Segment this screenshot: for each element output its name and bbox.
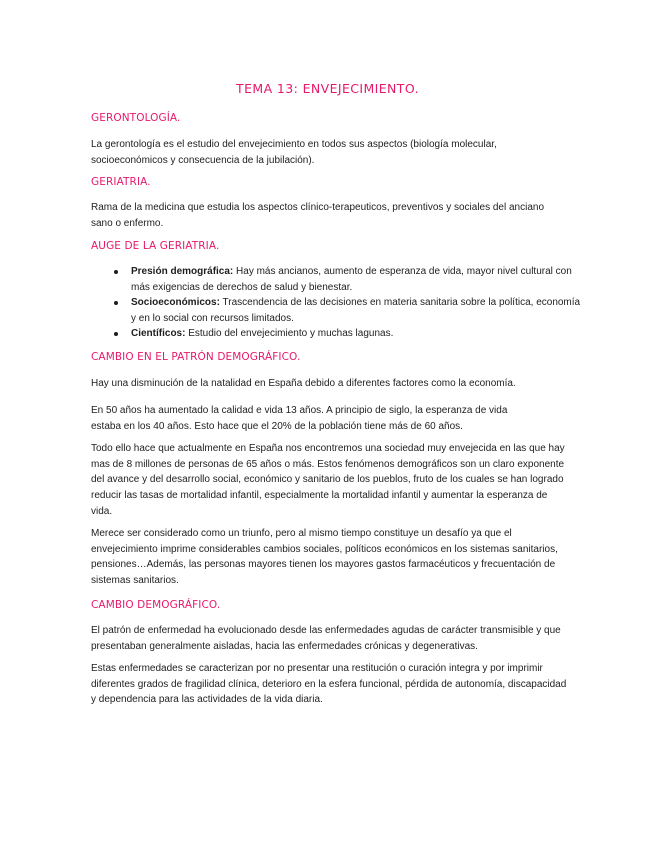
list-item-text: Hay más ancianos, aumento de esperanza de vida, mayor nivel cultural con más exigencias de derechos de salud y bienestar. [131,266,572,293]
list-item-term: Presión demográfica: [131,266,234,277]
heading-patron-demografico: CAMBIO EN EL PATRÓN DEMOGRÁFICO. [91,351,301,363]
paragraph-patron-1: Hay una disminución de la natalidad en España debido a diferentes factores como la economía. [91,378,516,389]
heading-geriatria: GERIATRIA. [91,176,151,188]
list-item-text: Trascendencia de las decisiones en materia sanitaria sobre la política, economía y en lo social con recursos limitados. [131,297,581,324]
list-item [91,295,581,326]
auge-bullet-list [91,264,581,342]
heading-auge: AUGE DE LA GERIATRIA. [91,240,220,252]
page-title: TEMA 13: ENVEJECIMIENTO. [236,81,419,96]
list-item-text: Estudio del envejecimiento y muchas lagunas. [185,328,394,339]
list-item [91,264,581,295]
paragraph-demografico-1: El patrón de enfermedad ha evolucionado desde las enfermedades agudas de carácter transmisible y que presentaban generalmente aisladas, hacia las enfermedades crónicas y degenerativas. [91,625,561,652]
bullet-icon [114,301,118,305]
list-item-term: Científicos: [131,328,186,339]
paragraph-geriatria: Rama de la medicina que estudia los aspectos clínico-terapeuticos, preventivos y sociales del anciano sano o enfermo. [91,202,545,229]
heading-cambio-demografico: CAMBIO DEMOGRÁFICO. [91,599,221,611]
bullet-icon [114,332,118,336]
paragraph-patron-3: Todo ello hace que actualmente en España nos encontremos una sociedad muy envejecida en las que hay mas de 8 millones de personas de 65 años o más. Estos fenómenos demográficos son un claro exponente del avance y del desarrollo social, económico y sanitario de los pueblos, fruto de los cuales se han logrado reducir las tasas de mortalidad infantil, especialmente la mortalidad infantil y aumentar la esperanza de vida. [91,443,565,517]
list-item [91,326,581,342]
bullet-icon [114,270,118,274]
paragraph-gerontologia: La gerontología es el estudio del envejecimiento en todos sus aspectos (biología molecular, socioeconómicos y consecuencia de la jubilación). [91,139,497,166]
heading-gerontologia: GERONTOLOGÍA. [91,112,181,124]
paragraph-patron-4: Merece ser considerado como un triunfo, pero al mismo tiempo constituye un desafío ya que el envejecimiento imprime considerables cambios sociales, políticos económicos en los sistemas sanitarios, pensiones…Además, las personas mayores tienen los mayores gastos farmacéuticos y frecuentación de sistemas sanitarios. [91,528,558,587]
paragraph-demografico-2: Estas enfermedades se caracterizan por no presentar una restitución o curación integra y por imprimir diferentes grados de fragilidad clínica, deterioro en la esfera funcional, pérdida de autonomía, discapacidad y dependencia para las actividades de la vida diaria. [91,663,567,706]
list-item-term: Socioeconómicos: [131,297,220,308]
paragraph-patron-2: En 50 años ha aumentado la calidad e vida 13 años. A principio de siglo, la esperanza de vida estaba en los 40 años. Esto hace que el 20% de la población tiene más de 60 años. [91,405,508,432]
